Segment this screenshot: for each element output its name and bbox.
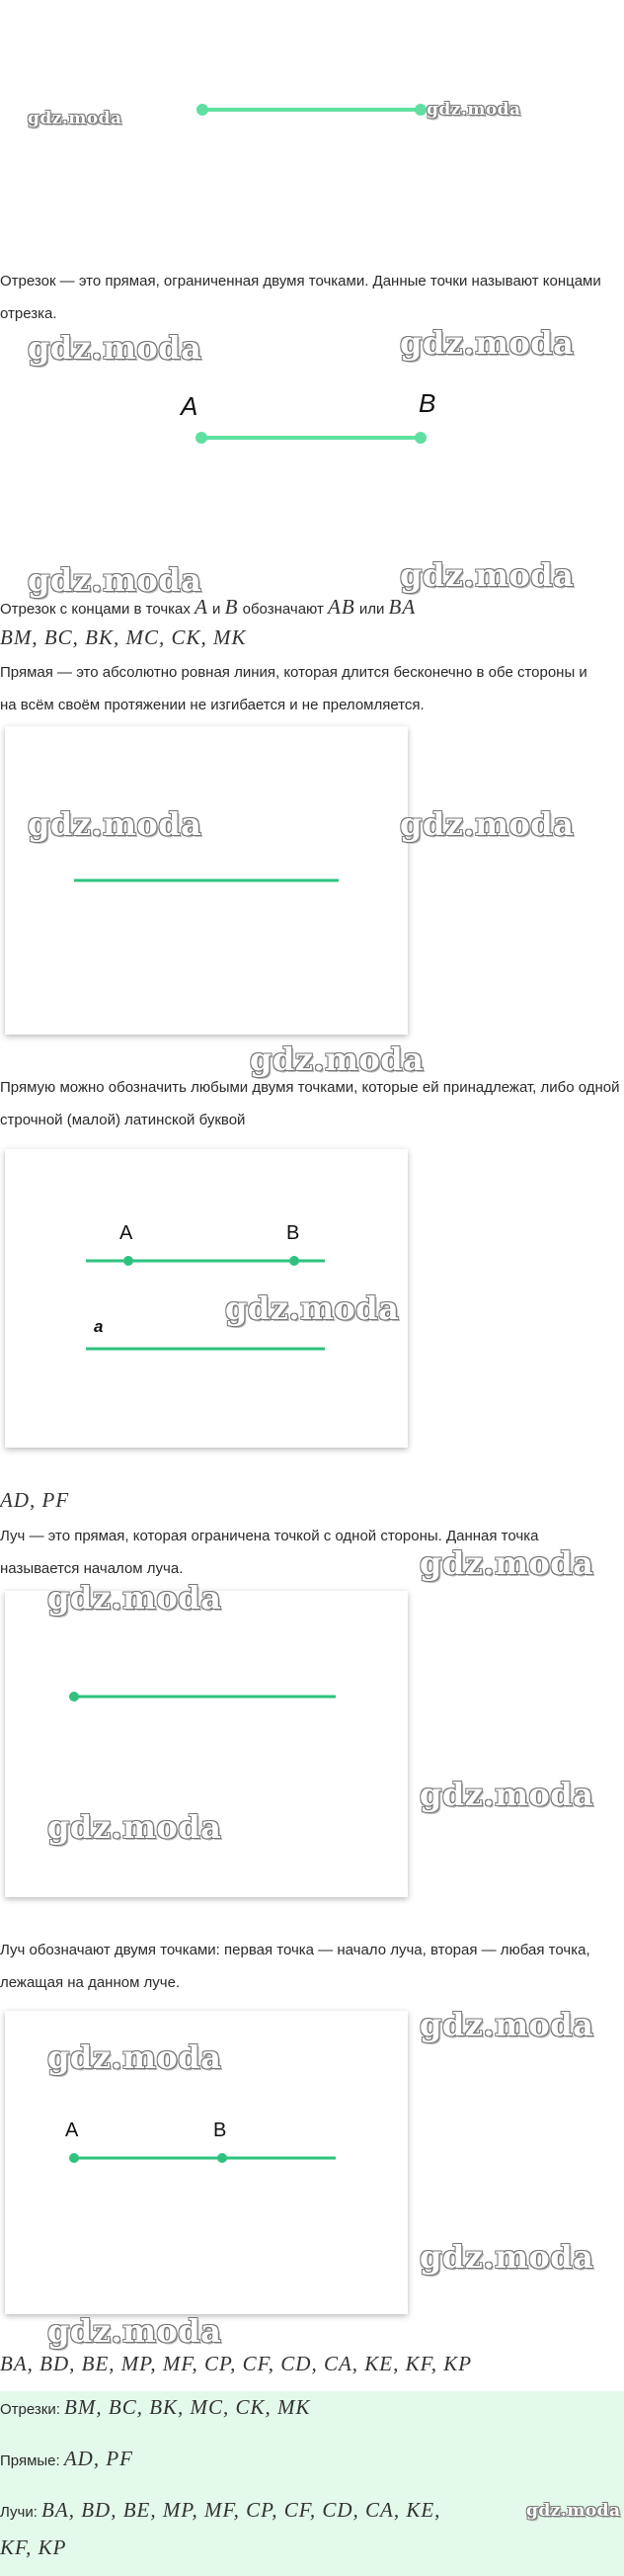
watermark: gdz.moda bbox=[47, 2038, 222, 2076]
answer-box bbox=[0, 2391, 624, 2576]
point-a-label: A bbox=[65, 2119, 79, 2141]
segment-notation: Отрезок с концами в точках A и B обозначают AB или BA bbox=[0, 595, 417, 619]
point-a-label: A bbox=[181, 391, 198, 421]
segment-figure-ab bbox=[0, 0, 624, 464]
point-a bbox=[195, 432, 207, 444]
ray-figure-card bbox=[5, 1591, 408, 1897]
watermark: gdz.moda bbox=[400, 805, 575, 843]
watermark: gdz.moda bbox=[400, 556, 575, 594]
line-definition: Прямая — это абсолютно ровная линия, которая длится бесконечно в обе стороны и на всём своём протяжении не изгибается и не преломляется. bbox=[0, 664, 587, 713]
point-b-label: B bbox=[213, 2119, 227, 2141]
answer-rays: Лучи: BA, BD, BE, MP, MF, CP, CF, CD, CA, KE, bbox=[0, 2498, 441, 2522]
point-b bbox=[415, 432, 427, 444]
point-a bbox=[123, 1256, 133, 1266]
watermark: gdz.moda bbox=[28, 109, 122, 128]
point-b-label: B bbox=[286, 1222, 300, 1244]
watermark: gdz.moda bbox=[47, 1808, 222, 1846]
watermark: gdz.moda bbox=[225, 1289, 400, 1327]
watermark: gdz.moda bbox=[420, 2238, 594, 2276]
watermark: gdz.moda bbox=[420, 1544, 594, 1582]
watermark: gdz.moda bbox=[420, 1776, 594, 1813]
ray-definition: Луч — это прямая, которая ограничена точкой с одной стороны. Данная точка называется началом луча. bbox=[0, 1528, 539, 1577]
watermark: gdz.moda bbox=[427, 100, 521, 120]
answer-lines: Прямые: AD, PF bbox=[0, 2447, 134, 2470]
point-a-label: A bbox=[119, 1222, 133, 1244]
segment-definition: Отрезок — это прямая, ограниченная двумя точками. Данные точки называют концами отрезка. bbox=[0, 273, 601, 322]
point-a bbox=[69, 2153, 79, 2163]
watermark: gdz.moda bbox=[28, 805, 202, 843]
watermark: gdz.moda bbox=[400, 324, 575, 362]
watermark: gdz.moda bbox=[47, 2312, 222, 2350]
line-letter-label: a bbox=[94, 1317, 104, 1336]
watermark: gdz.moda bbox=[28, 329, 202, 367]
watermark: gdz.moda bbox=[250, 1040, 425, 1078]
line-figure-card bbox=[5, 726, 408, 1035]
ray-answer-list: BA, BD, BE, MP, MF, CP, CF, CD, CA, KE, KF, KP bbox=[0, 2352, 473, 2375]
answer-rays-continued: KF, KP bbox=[0, 2535, 67, 2559]
watermark: gdz.moda bbox=[47, 1579, 222, 1617]
line-figure bbox=[5, 726, 408, 1035]
watermark: gdz.moda bbox=[420, 2006, 594, 2043]
ray-notation: Луч обозначают двумя точками: первая точка — начало луча, вторая — любая точка, лежащая на данном луче. bbox=[0, 1942, 590, 1991]
watermark: gdz.moda bbox=[28, 561, 202, 599]
segment-answer-list: BM, BC, BK, MC, CK, MK bbox=[0, 625, 247, 649]
line-notation: Прямую можно обозначить любыми двумя точками, которые ей принадлежат, либо одной строчной (малой) латинской буквой bbox=[0, 1079, 620, 1128]
watermark: gdz.moda bbox=[526, 2501, 621, 2521]
point-b-label: B bbox=[419, 388, 436, 418]
point-b bbox=[289, 1256, 299, 1266]
ray-start-point bbox=[69, 1692, 79, 1702]
point-b bbox=[217, 2153, 227, 2163]
ray-figure bbox=[5, 1591, 408, 1897]
line-answer-list: AD, PF bbox=[0, 1488, 70, 1512]
answer-segments: Отрезки: BM, BC, BK, MC, CK, MK bbox=[0, 2395, 311, 2419]
